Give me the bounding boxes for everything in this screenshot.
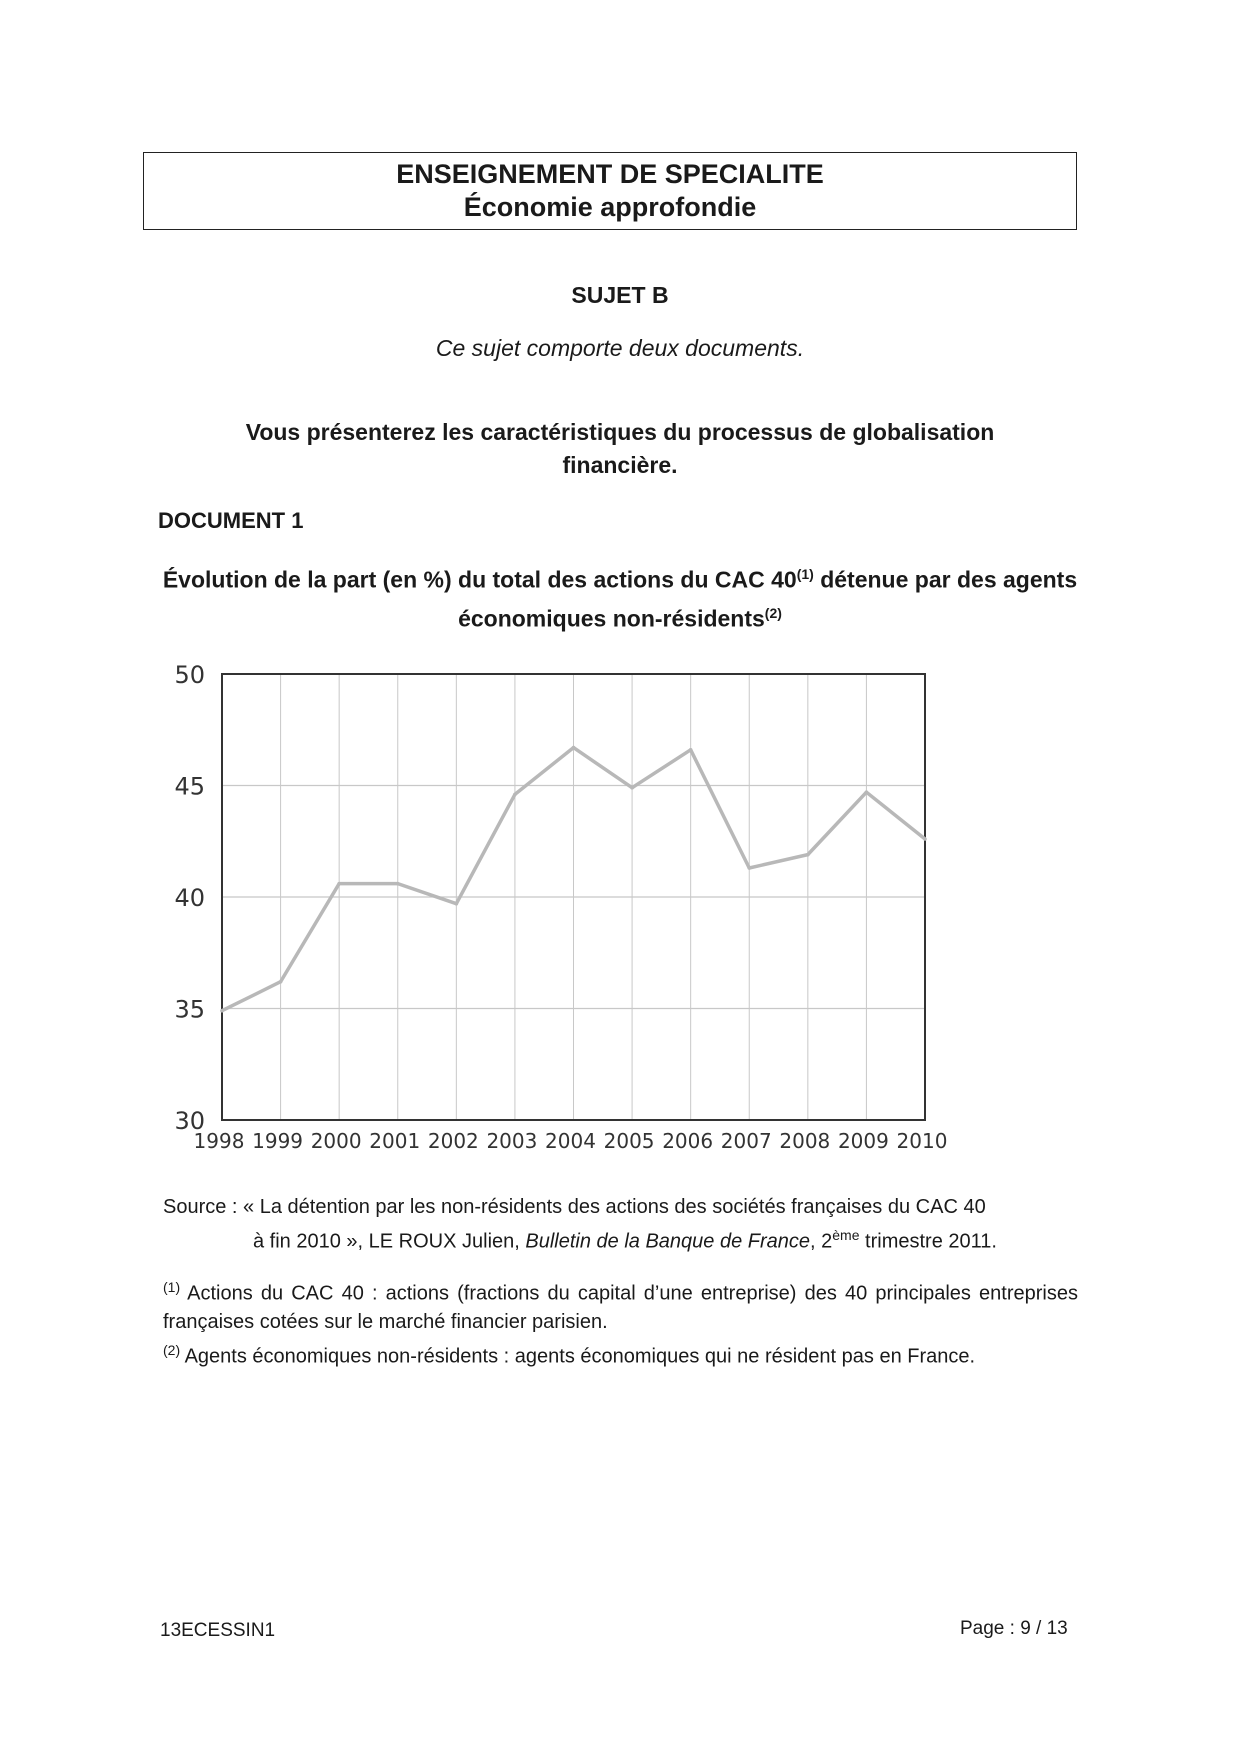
- x-tick-label: 2001: [369, 1129, 421, 1153]
- question-text: Vous présenterez les caractéristiques du processus de globalisation financière.: [245, 419, 995, 478]
- subject-title: SUJET B: [571, 282, 669, 308]
- footer-page: Page : 9 / 13: [960, 1618, 1068, 1639]
- chart-title: [160, 558, 1080, 635]
- x-tick-label: 2005: [603, 1129, 655, 1153]
- line-chart: [150, 650, 970, 1170]
- source-line2c: trimestre 2011.: [859, 1230, 997, 1253]
- source-line-1: Source : « La détention par les non-résidents des actions des sociétés françaises du CAC 40: [163, 1196, 986, 1218]
- y-tick-label: 30: [174, 1107, 205, 1135]
- source-sup: ème: [832, 1227, 860, 1243]
- source-publication: Bulletin de la Banque de France: [525, 1230, 811, 1253]
- y-tick-label: 45: [174, 772, 205, 801]
- chart-title-part2: détenue par des agents économiques non-résidents: [458, 566, 1078, 632]
- document-label: DOCUMENT 1: [158, 508, 304, 533]
- data-point: [513, 793, 517, 797]
- source-citation: [163, 1193, 1078, 1256]
- data-point: [337, 882, 341, 886]
- source-line2a: à fin 2010 », LE ROUX Julien,: [253, 1230, 526, 1253]
- chart-title-part1: Évolution de la part (en %) du total des actions du CAC 40: [162, 566, 797, 593]
- source-line-2: [163, 1221, 1078, 1256]
- footnote-2-marker: (2): [163, 1341, 181, 1358]
- y-tick-label: 40: [174, 884, 205, 912]
- x-tick-label: 2000: [310, 1129, 362, 1153]
- data-point: [689, 748, 693, 752]
- x-tick-label: 2010: [896, 1129, 948, 1153]
- y-tick-label: 50: [174, 661, 205, 689]
- x-tick-label: 2003: [486, 1129, 538, 1153]
- footer-code: 13ECESSIN1: [160, 1620, 276, 1641]
- footnote-1: [163, 1273, 1078, 1336]
- header-box: [143, 152, 1077, 230]
- source-line2b: , 2: [810, 1230, 833, 1253]
- footnote-2-text: Agents économiques non-résidents : agents économiques qui ne résident pas en France.: [180, 1345, 976, 1368]
- data-point: [806, 853, 810, 857]
- data-point: [747, 866, 751, 870]
- header-line-2: Économie approfondie: [463, 192, 757, 222]
- data-point: [220, 1009, 224, 1013]
- chart-title-note2: (2): [764, 604, 782, 621]
- data-point: [865, 790, 869, 794]
- footnote-1-text: Actions du CAC 40 : actions (fractions du capital d’une entreprise) des 40 principales entreprises françaises cotées sur le marché financier parisien.: [163, 1282, 1078, 1333]
- x-tick-label: 2004: [545, 1129, 596, 1153]
- x-tick-label: 1998: [193, 1129, 245, 1153]
- y-tick-label: 35: [174, 995, 205, 1024]
- x-tick-label: 2008: [779, 1129, 831, 1153]
- footnote-2: [163, 1336, 1078, 1371]
- data-point: [396, 882, 400, 886]
- x-tick-label: 2002: [427, 1129, 479, 1153]
- x-tick-label: 1999: [252, 1129, 304, 1153]
- data-point: [279, 980, 283, 984]
- header-line-1: ENSEIGNEMENT DE SPECIALITE: [396, 159, 824, 189]
- x-tick-label: 2009: [837, 1129, 889, 1153]
- chart-title-note1: (1): [796, 566, 814, 582]
- data-point: [923, 837, 927, 841]
- footnotes: [163, 1273, 1078, 1370]
- footnote-1-marker: (1): [163, 1279, 181, 1295]
- intro-text: Ce sujet comporte deux documents.: [435, 335, 805, 361]
- data-point: [630, 786, 634, 790]
- x-tick-label: 2006: [662, 1129, 714, 1153]
- x-tick-label: 2007: [720, 1129, 772, 1153]
- data-point: [572, 746, 576, 750]
- data-point: [455, 902, 459, 906]
